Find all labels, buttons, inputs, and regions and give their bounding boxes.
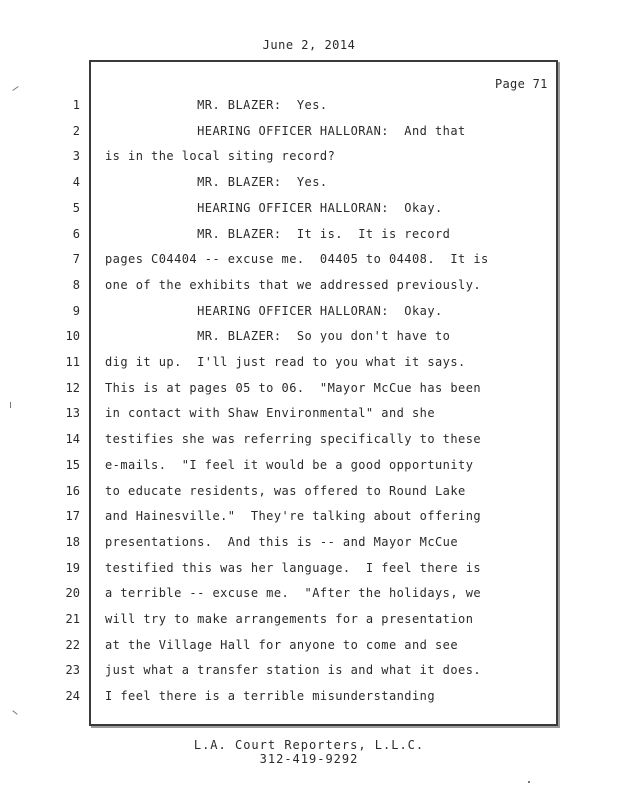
transcript-line: This is at pages 05 to 06. "Mayor McCue has been <box>105 380 482 395</box>
line-number: 16 <box>65 483 80 498</box>
transcript-line: testified this was her language. I feel there is <box>105 560 482 575</box>
line-number: 7 <box>72 252 80 267</box>
line-number: 19 <box>65 560 80 575</box>
transcript-line: MR. BLAZER: Yes. <box>105 175 328 190</box>
scan-mark <box>12 86 18 91</box>
line-number: 5 <box>72 200 80 215</box>
transcript-line: one of the exhibits that we addressed previously. <box>105 277 482 292</box>
line-number: 9 <box>72 303 80 318</box>
line-number: 15 <box>65 457 80 472</box>
transcript-line: MR. BLAZER: It is. It is record <box>105 226 451 241</box>
transcript-line: just what a transfer station is and what it does. <box>105 663 482 678</box>
transcript-line: a terrible -- excuse me. "After the holidays, we <box>105 586 482 601</box>
transcript-line: will try to make arrangements for a presentation <box>105 612 474 626</box>
line-number: 23 <box>65 663 80 678</box>
transcript-line: testifies she was referring specifically to these <box>105 432 482 447</box>
line-number: 13 <box>65 406 80 421</box>
transcript-line: MR. BLAZER: So you don't have to <box>105 329 451 344</box>
scan-mark <box>10 402 11 408</box>
line-number: 21 <box>65 612 80 626</box>
transcript-line: I feel there is a terrible misunderstanding <box>105 689 436 704</box>
transcript-line: dig it up. I'll just read to you what it says. <box>105 355 466 369</box>
transcript-line: pages C04404 -- excuse me. 04405 to 04408. It is <box>105 252 489 267</box>
page-date-header: June 2, 2014 <box>262 38 356 52</box>
line-number: 10 <box>65 329 80 344</box>
line-number: 20 <box>65 586 80 601</box>
transcript-line: MR. BLAZER: Yes. <box>105 98 328 112</box>
scan-mark <box>12 710 17 715</box>
footer-phone: 312-419-9292 <box>259 752 359 766</box>
line-number: 17 <box>65 509 80 524</box>
transcript-line: presentations. And this is -- and Mayor McCue <box>105 534 459 549</box>
transcript-line: HEARING OFFICER HALLORAN: Okay. <box>105 200 443 215</box>
transcript-line: HEARING OFFICER HALLORAN: And that <box>105 123 466 138</box>
transcript-line: at the Village Hall for anyone to come and see <box>105 637 459 652</box>
line-number: 14 <box>65 432 80 447</box>
transcript-line: HEARING OFFICER HALLORAN: Okay. <box>105 303 443 318</box>
line-number: 24 <box>65 689 80 704</box>
line-number: 1 <box>72 98 80 112</box>
line-number: 18 <box>65 534 80 549</box>
line-number: 8 <box>72 277 80 292</box>
transcript-line: and Hainesville." They're talking about offering <box>105 509 482 524</box>
line-number: 4 <box>72 175 80 190</box>
line-number: 3 <box>72 149 80 164</box>
footer-company: L.A. Court Reporters, L.L.C. <box>193 738 425 752</box>
line-number: 12 <box>65 380 80 395</box>
transcript-line: in contact with Shaw Environmental" and she <box>105 406 436 421</box>
page-number: Page 71 <box>495 77 548 91</box>
transcript-line: e-mails. "I feel it would be a good opportunity <box>105 457 474 472</box>
transcript-line: is in the local siting record? <box>105 149 336 164</box>
line-number: 11 <box>65 355 80 369</box>
line-number: 22 <box>65 637 80 652</box>
transcript-line: to educate residents, was offered to Round Lake <box>105 483 466 498</box>
scan-mark <box>528 781 530 783</box>
line-number: 6 <box>72 226 80 241</box>
line-number: 2 <box>72 123 80 138</box>
